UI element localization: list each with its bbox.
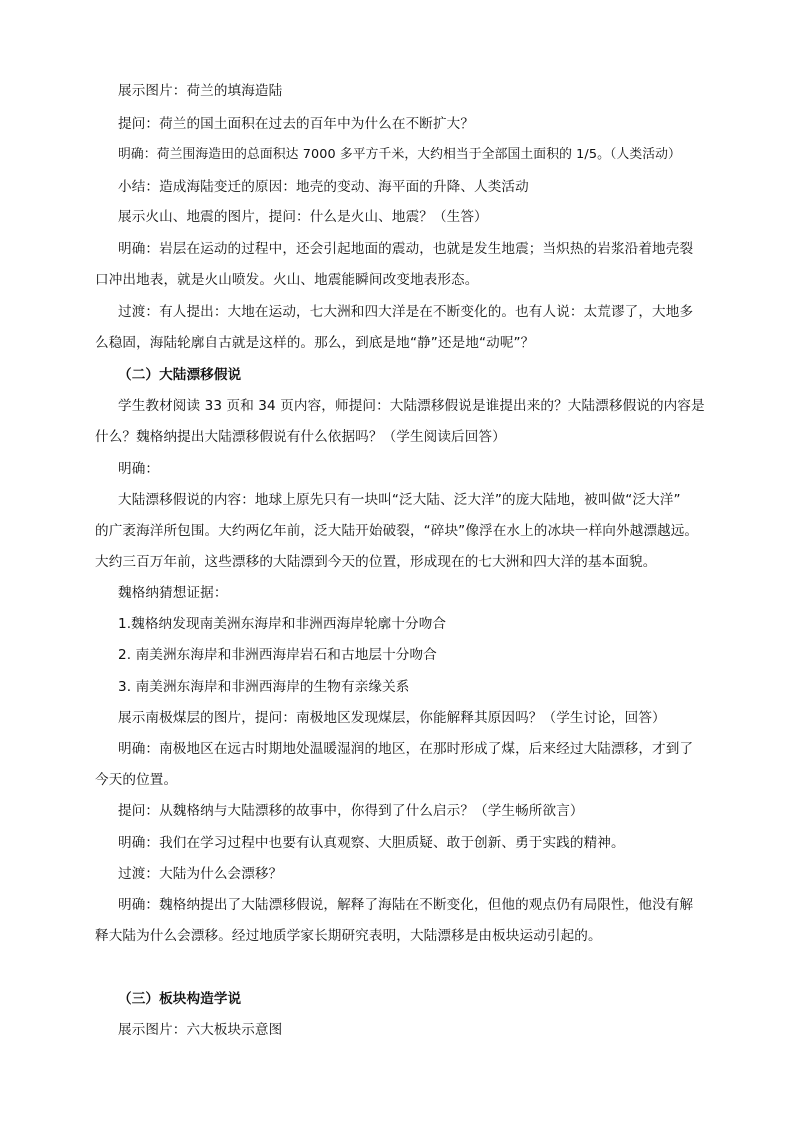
text-line: 提问：从魏格纳与大陆漂移的故事中，你得到了什么启示？（学生畅所欲言） — [118, 803, 584, 819]
text-line: 什么？魏格纳提出大陆漂移假说有什么依据吗？（学生阅读后回答） — [95, 429, 506, 445]
text-line: 提问：荷兰的国土面积在过去的百年中为什么在不断扩大？ — [118, 116, 475, 132]
text-line: 么稳固，海陆轮廓自古就是这样的。那么，到底是地“静”还是地“动呢”？ — [95, 335, 535, 351]
text-line: 明确：我们在学习过程中也要有认真观察、大胆质疑、敢于创新、勇于实践的精神。 — [118, 835, 625, 851]
text-line: 展示南极煤层的图片，提问：南极地区发现煤层，你能解释其原因吗？（学生讨论，回答） — [118, 710, 666, 726]
text-line: 明确：南极地区在远古时期地处温暖湿润的地区，在那时形成了煤，后来经过大陆漂移，才到了 — [118, 741, 694, 757]
text-line: 的广袤海洋所包围。大约两亿年前，泛大陆开始破裂，“碎块”像浮在水上的冰块一样向外越漂越远。 — [95, 523, 699, 539]
text-line: 大约三百万年前，这些漂移的大陆漂到今天的位置，形成现在的七大洲和四大洋的基本面貌。 — [95, 554, 657, 570]
text-line: 今天的位置。 — [95, 772, 178, 788]
list-item: 1.魏格纳发现南美洲东海岸和非洲西海岸轮廓十分吻合 — [118, 616, 447, 632]
text-line: 过渡：有人提出：大地在运动，七大洲和四大洋是在不断变化的。也有人说：太荒谬了，大地多 — [118, 304, 694, 320]
text-line: 口冲出地表，就是火山喷发。火山、地震能瞬间改变地表形态。 — [95, 272, 479, 288]
section-heading: （三）板块构造学说 — [118, 991, 242, 1007]
text-line: 小结：造成海陆变迁的原因：地壳的变动、海平面的升降、人类活动 — [118, 179, 529, 195]
text-line: 明确： — [118, 461, 160, 477]
text-line: 学生教材阅读 33 页和 34 页内容，师提问：大陆漂移假说是谁提出来的？大陆漂移假说的内容是 — [118, 398, 705, 414]
section-heading: （二）大陆漂移假说 — [118, 367, 242, 383]
list-item: 2. 南美洲东海岸和非洲西海岸岩石和古地层十分吻合 — [118, 647, 437, 663]
text-line: 明确：荷兰围海造田的总面积达 7000 多平方千米，大约相当于全部国土面积的 1/5。（人类活动） — [118, 147, 681, 162]
text-line: 过渡：大陆为什么会漂移？ — [118, 866, 283, 882]
text-line: 明确：魏格纳提出了大陆漂移假说，解释了海陆在不断变化，但他的观点仍有局限性，他没有解 — [118, 897, 694, 913]
text-line: 大陆漂移假说的内容：地球上原先只有一块叫“泛大陆、泛大洋”的庞大陆地，被叫做“泛大洋” — [118, 492, 681, 508]
list-item: 3. 南美洲东海岸和非洲西海岸的生物有亲缘关系 — [118, 679, 410, 695]
text-line: 魏格纳猜想证据： — [118, 585, 228, 601]
text-line: 展示图片：六大板块示意图 — [118, 1022, 283, 1038]
text-line: 展示图片：荷兰的填海造陆 — [118, 83, 283, 99]
text-line: 展示火山、地震的图片，提问：什么是火山、地震？（生答） — [118, 209, 488, 225]
text-line: 释大陆为什么会漂移。经过地质学家长期研究表明，大陆漂移是由板块运动引起的。 — [95, 928, 602, 944]
text-line: 明确：岩层在运动的过程中，还会引起地面的震动，也就是发生地震；当炽热的岩浆沿着地壳裂 — [118, 241, 694, 257]
